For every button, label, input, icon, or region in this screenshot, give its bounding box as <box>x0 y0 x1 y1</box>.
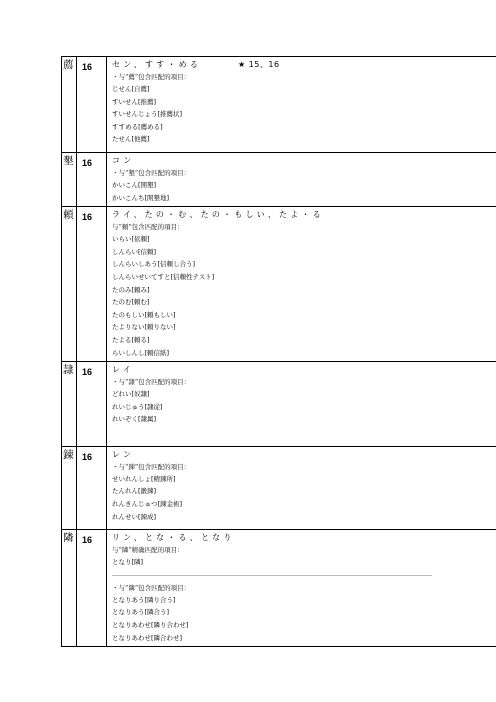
stroke-count-cell <box>77 207 107 362</box>
reading-text: レイ <box>112 365 134 375</box>
match-item: すすめる[薦める] <box>112 122 163 131</box>
kanji-character: 墾 <box>63 154 74 167</box>
reading-text: セン、すす・める <box>112 60 202 69</box>
stroke-count: 16 <box>82 157 93 168</box>
match-item: れんきんじゅつ[錬金術] <box>112 500 183 509</box>
match-item: となり[隣] <box>112 558 144 567</box>
match-item: かいこんち[開墾地] <box>112 193 170 202</box>
match-item: となりあう[隣合う] <box>112 608 170 617</box>
match-item: せいれんしょ[精錬所] <box>112 474 176 483</box>
kanji-character: 隷 <box>63 364 74 377</box>
kanji-cell <box>62 446 77 529</box>
match-item: かいこん[開墾] <box>112 180 157 189</box>
stroke-count: 16 <box>82 451 93 462</box>
reading-line <box>112 532 496 544</box>
kanji-row <box>62 362 496 447</box>
reading-text: レン <box>112 449 135 459</box>
detail-cell <box>107 207 496 362</box>
detail-cell <box>107 530 496 647</box>
kanji-cell <box>62 207 77 362</box>
kanji-cell <box>62 152 77 206</box>
stroke-count: 16 <box>82 62 93 72</box>
reading-line <box>112 59 496 71</box>
kanji-character: 薦 <box>63 59 74 71</box>
match-header: ・与“墾”包含匹配的項目： <box>112 168 191 177</box>
kanji-table-body <box>62 57 496 647</box>
kanji-character: 頼 <box>63 209 74 222</box>
kanji-sheet <box>61 56 496 647</box>
detail-block <box>107 153 496 206</box>
detail-block <box>107 447 496 529</box>
match-item: たよりない[頼りない] <box>112 323 176 332</box>
detail-cell <box>107 362 496 447</box>
match-item: たのみ[頼み] <box>112 285 150 294</box>
match-item: どれい[奴隷] <box>112 390 150 399</box>
reading-text: コン <box>112 155 135 165</box>
match-item: しんらいしあう[信頼し合う] <box>112 260 196 269</box>
match-item: となりあう[隣り合う] <box>112 595 176 604</box>
reading-line <box>112 449 496 461</box>
match-item: となりあわせ[隣り合わせ] <box>112 621 189 630</box>
stroke-count-cell <box>77 152 107 206</box>
match-item: すいせんじょう[推薦状] <box>112 110 183 119</box>
match-item: となりあわせ[隣合わせ] <box>112 633 183 642</box>
kanji-cell <box>62 362 77 447</box>
kanji-cell <box>62 530 77 647</box>
detail-cell <box>107 446 496 529</box>
detail-cell <box>107 57 496 153</box>
kanji-row <box>62 152 496 206</box>
reading-line <box>112 364 496 376</box>
reading-text: リン、とな・る、となり <box>112 533 235 543</box>
match-item: たのもしい[頼もしい] <box>112 310 176 319</box>
reading-line <box>112 209 496 221</box>
match-header: ・与“錬”包含匹配的項目： <box>112 462 191 471</box>
stroke-count-cell <box>77 362 107 447</box>
match-item: れんせい[錬成] <box>112 512 157 521</box>
detail-block <box>107 57 496 152</box>
star-mark: ★ 15、16 <box>238 60 280 69</box>
match-item: たのむ[頼む] <box>112 298 150 307</box>
kanji-cell <box>62 57 77 153</box>
kanji-row <box>62 446 496 529</box>
kanji-table <box>61 56 496 647</box>
reading-line <box>112 155 496 167</box>
detail-block <box>107 362 496 446</box>
detail-block <box>107 530 496 646</box>
stroke-count: 16 <box>82 367 93 378</box>
kanji-character: 隣 <box>63 532 74 545</box>
match-item: たよる[頼る] <box>112 335 150 344</box>
match-item: すいせん[推薦] <box>112 97 157 106</box>
stroke-count: 16 <box>82 535 93 546</box>
stroke-count: 16 <box>82 212 93 223</box>
kanji-row <box>62 57 496 153</box>
match-item: しんらいせいてすと[信頼性テスト] <box>112 272 215 281</box>
match-item: たせん[他薦] <box>112 135 150 144</box>
match-item: らいしんし[頼信紙] <box>112 348 170 357</box>
match-header: 与“隣”精确匹配的項目： <box>112 546 184 555</box>
match-item: れいじゅう[隷従] <box>112 402 163 411</box>
detail-block <box>107 207 496 361</box>
reading-text: ライ、たの・む、たの・もしい、たよ・る <box>112 210 324 220</box>
match-item: じせん[自薦] <box>112 85 150 93</box>
match-item: れいぞく[隷属] <box>112 415 157 424</box>
match-header: ・与“隷”包含匹配的項目： <box>112 378 191 387</box>
match-item: いらい[依頼] <box>112 235 150 244</box>
stroke-count-cell <box>77 446 107 529</box>
stroke-count-cell <box>77 57 107 153</box>
kanji-character: 錬 <box>63 448 74 461</box>
match-item: たんれん[鍛錬] <box>112 487 157 496</box>
kanji-row <box>62 207 496 362</box>
kanji-row <box>62 530 496 647</box>
detail-cell <box>107 152 496 206</box>
match-header: ・与“隣”包含匹配的項目： <box>112 583 191 592</box>
match-header: 与“頼”包含匹配的項目： <box>112 223 184 232</box>
match-item: しんらい[信頼] <box>112 247 157 256</box>
stroke-count-cell <box>77 530 107 647</box>
section-divider <box>112 575 432 576</box>
match-header: ・与“薦”包含匹配的項目： <box>112 73 191 81</box>
